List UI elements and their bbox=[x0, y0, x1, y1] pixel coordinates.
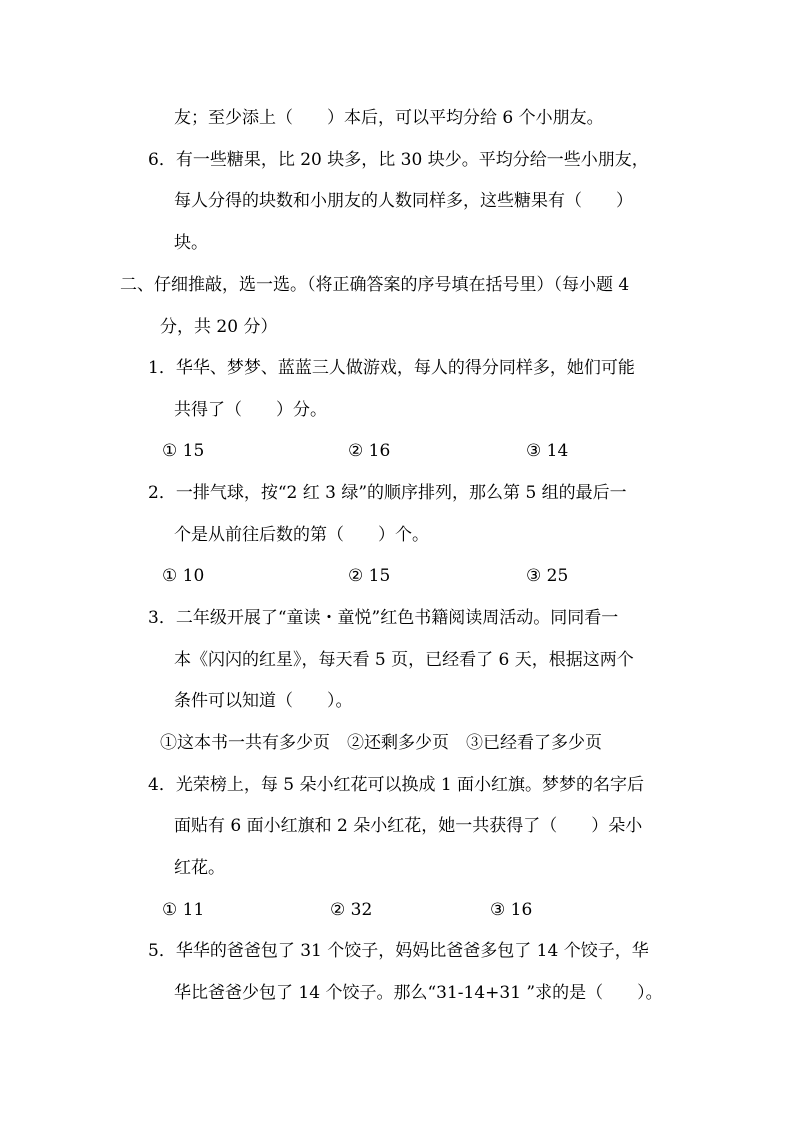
mc-question-1-line-1: 1．华华、梦梦、蓝蓝三人做游戏，每人的得分同样多，她们可能 bbox=[148, 358, 635, 378]
mc-question-1-options bbox=[0, 439, 794, 463]
mc-question-3-line-1: 3．二年级开展了“童读・童悦”红色书籍阅读周活动。同同看一 bbox=[148, 608, 619, 628]
mc-question-5-line-2: 华比爸爸少包了 14 个饺子。那么“31-14+31 ”求的是（ ）。 bbox=[174, 983, 663, 1003]
question-6-line-3: 块。 bbox=[174, 233, 208, 253]
mc-question-3-options: ①这本书一共有多少页 ②还剩多少页 ③已经看了多少页 bbox=[160, 733, 602, 753]
option-3: ③ 16 bbox=[490, 900, 533, 920]
mc-question-3-line-3: 条件可以知道（ ）。 bbox=[174, 691, 353, 711]
mc-question-4-options bbox=[0, 898, 794, 922]
option-1: ① 11 bbox=[162, 900, 205, 920]
option-2: ② 16 bbox=[348, 441, 391, 461]
option-2: ② 32 bbox=[330, 900, 373, 920]
section-2-heading-cont: 分，共 20 分） bbox=[160, 317, 278, 337]
mc-question-4-line-2: 面贴有 6 面小红旗和 2 朵小红花，她一共获得了（ ）朵小 bbox=[174, 816, 643, 836]
mc-question-2-options bbox=[0, 564, 794, 588]
option-2: ② 15 bbox=[348, 566, 391, 586]
option-1: ① 15 bbox=[162, 441, 205, 461]
mc-question-4-line-1: 4．光荣榜上，每 5 朵小红花可以换成 1 面小红旗。梦梦的名字后 bbox=[148, 775, 645, 795]
question-6-line-2: 每人分得的块数和小朋友的人数同样多，这些糖果有（ ） bbox=[174, 191, 633, 211]
continued-question-line: 友；至少添上（ ）本后，可以平均分给 6 个小朋友。 bbox=[174, 108, 604, 128]
question-6-line-1: 6．有一些糖果，比 20 块多，比 30 块少。平均分给一些小朋友， bbox=[148, 150, 649, 170]
section-2-heading: 二、仔细推敲，选一选。（将正确答案的序号填在括号里）（每小题 4 bbox=[120, 275, 630, 295]
mc-question-4-line-3: 红花。 bbox=[174, 858, 225, 878]
mc-question-5-line-1: 5．华华的爸爸包了 31 个饺子，妈妈比爸爸多包了 14 个饺子，华 bbox=[148, 941, 649, 961]
mc-question-3-line-2: 本《闪闪的红星》，每天看 5 页，已经看了 6 天，根据这两个 bbox=[174, 650, 634, 670]
option-3: ③ 14 bbox=[526, 441, 569, 461]
option-1: ① 10 bbox=[162, 566, 205, 586]
mc-question-2-line-2: 个是从前往后数的第（ ）个。 bbox=[174, 525, 429, 545]
option-3: ③ 25 bbox=[526, 566, 569, 586]
mc-question-2-line-1: 2．一排气球，按“2 红 3 绿”的顺序排列，那么第 5 组的最后一 bbox=[148, 483, 627, 503]
mc-question-1-line-2: 共得了（ ）分。 bbox=[174, 400, 327, 420]
